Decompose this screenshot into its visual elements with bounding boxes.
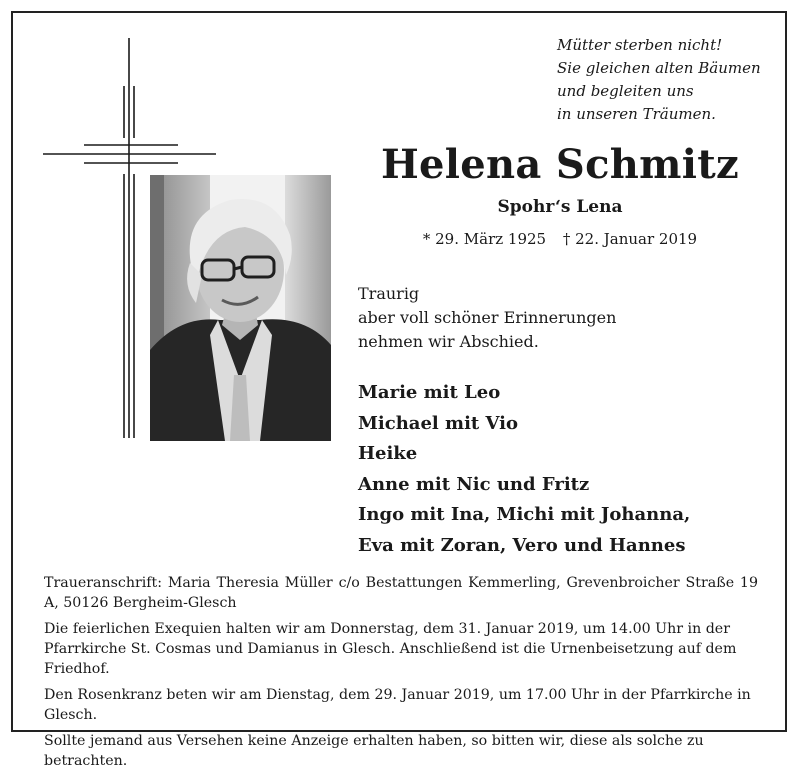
notice-details bbox=[44, 573, 758, 777]
family-member: Heike bbox=[358, 443, 418, 464]
family-member: Marie mit Leo bbox=[358, 382, 501, 403]
family-member: Eva mit Zoran, Vero und Hannes bbox=[358, 534, 686, 556]
rosenkranz-info: Den Rosenkranz beten wir am Dienstag, dem 29. Januar 2019, um 17.00 Uhr in der Pfarrkirche in Glesch. bbox=[44, 687, 751, 723]
portrait-photo bbox=[150, 175, 331, 441]
intro-text bbox=[358, 282, 616, 354]
birth-date: * 29. März 1925 bbox=[422, 230, 547, 248]
poem bbox=[557, 34, 777, 126]
portrait-illustration bbox=[150, 175, 331, 441]
deceased-nickname: Spohr‘s Lena bbox=[497, 197, 623, 217]
notice-hint: Sollte jemand aus Versehen keine Anzeige erhalten haben, so bitten wir, diese als solche zu betrachten. bbox=[44, 733, 704, 769]
intro-line: nehmen wir Abschied. bbox=[358, 332, 539, 351]
poem-line: Sie gleichen alten Bäumen bbox=[557, 59, 761, 77]
deceased-name: Helena Schmitz bbox=[380, 141, 740, 188]
family-member: Michael mit Vio bbox=[358, 412, 518, 434]
mourning-address: Traueranschrift: Maria Theresia Müller c/o Bestattungen Kemmerling, Grevenbroicher Straße 19 A, 50126 Bergheim-Glesch bbox=[44, 575, 758, 611]
family-member: Anne mit Nic und Fritz bbox=[358, 473, 590, 495]
exequien-info: Die feierlichen Exequien halten wir am Donnerstag, dem 31. Januar 2019, um 14.00 Uhr in der Pfarrkirche St. Cosmas und Damianus in Glesch. Anschließend ist die Urnenbeisetzung auf dem Friedhof. bbox=[44, 621, 737, 677]
poem-line: Mütter sterben nicht! bbox=[557, 36, 723, 54]
poem-line: in unseren Träumen. bbox=[557, 105, 716, 123]
family-member: Ingo mit Ina, Michi mit Johanna, bbox=[358, 504, 691, 525]
death-date: † 22. Januar 2019 bbox=[562, 230, 698, 248]
life-dates bbox=[380, 228, 740, 250]
poem-line: und begleiten uns bbox=[557, 82, 694, 100]
family-list bbox=[358, 378, 690, 561]
intro-line: aber voll schöner Erinnerungen bbox=[358, 308, 617, 327]
intro-line: Traurig bbox=[358, 284, 420, 303]
